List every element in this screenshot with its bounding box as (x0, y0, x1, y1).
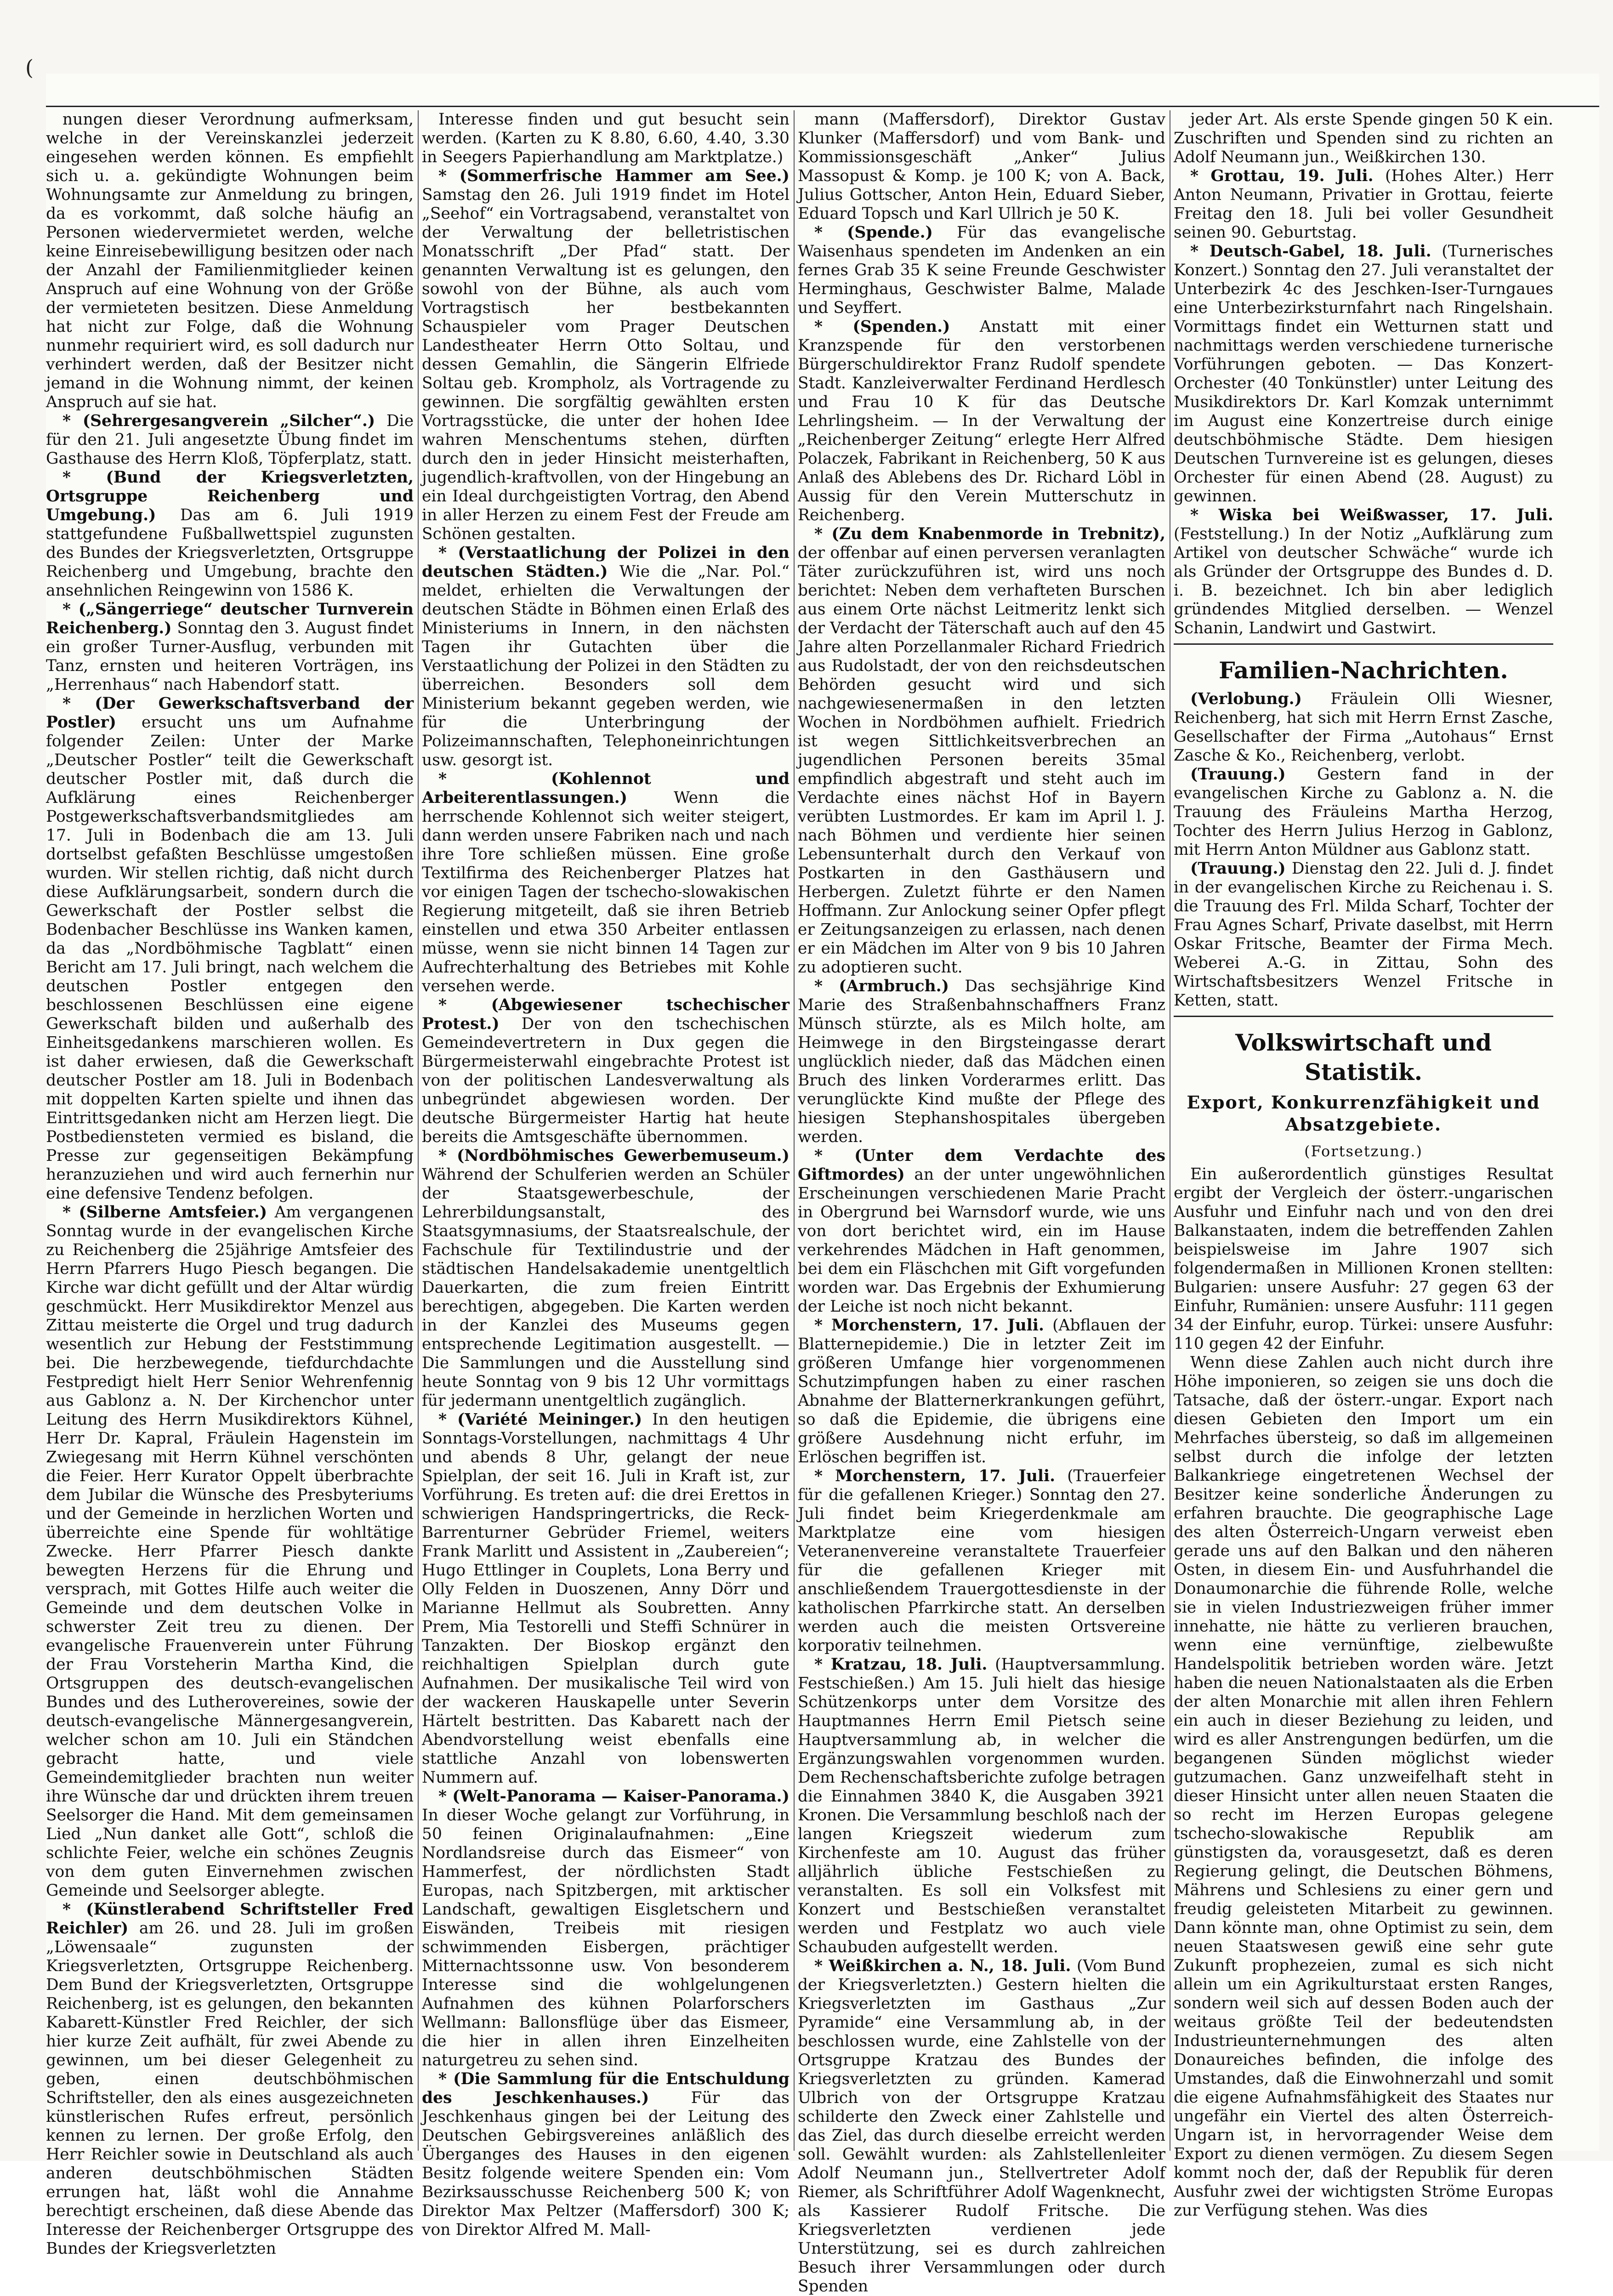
article-lead: * Grottau, 19. Juli. (1190, 167, 1374, 185)
article-text: Während der Schulferien werden an Schüler der Staatsgewerbeschule, der Lehrerbildungsanstalt, des Staatsgymnasiums, der Staatsrealschule, der Fachschule für Textilindustrie und der städtischen Handelsakademie unentgeltlich Dauerkarten, die zum freien Eintritt berechtigen, abgegeben. Die Karten werden in der Kanzlei des Museums gegen entsprechende Legitimation ausgestellt. — Die Sammlungen und die Ausstellung sind heute Sonntag von 9 bis 12 Uhr vormittags für jedermann unentgeltlich zugänglich. (422, 1165, 789, 1410)
article-lead: * Morchenstern, 17. Juli. (814, 1316, 1045, 1335)
article-lead: * (Spende.) (814, 223, 933, 242)
article-lead: * (Silberne Amtsfeier.) (62, 1203, 267, 1222)
article-paragraph (1174, 1165, 1553, 1353)
article-paragraph (422, 770, 789, 996)
article-paragraph (46, 1203, 414, 1900)
article-text: Der von den tschechischen Gemeindevertretern in Dux gegen die Bürgermeisterwahl eingebrachte Protest ist von der politischen Landesverwaltung als unbegründet abgewiesen worden. Der deutsche Bürgermeister Hartig hat heute bereits die Amtsgeschäfte übernommen. (422, 1015, 789, 1146)
article-lead: * (Künstlerabend Schriftsteller Fred Reichler) (46, 1900, 414, 1938)
article-text: In den heutigen Sonntags-Vorstellungen, nachmittags 4 Uhr und abends 8 Uhr, gelangt der neue Spielplan, der seit 16. Juli in Kraft ist, zur Vorführung. Es treten auf: die drei Erettos in schwierigen Handspringertricks, die Reck-Barrenturner Gebrüder Friemel, weiters Frank Marlitt und Assistent in „Zaubereien“; Hugo Ettlinger in Couplets, Lona Berry und Olly Felden in Duoszenen, Anny Dörr und Marianne Hellmut als Soubretten. Anny Prem, Mia Testorelli und Steffi Schnürer in Tanzakten. Der Bioskop ergänzt den reichhaltigen Spielplan durch gute Aufnahmen. Der musikalische Teil wird von der wackeren Hauskapelle unter Severin Härtelt bestritten. Das Kabarett nach der Abendvorstellung weist ebenfalls eine stattliche Anzahl von lobenswerten Nummern auf. (422, 1410, 789, 1787)
article-text: mann (Maffersdorf), Direktor Gustav Klunker (Maffersdorf) und vom Bank- und Kommissionsgeschäft „Anker“ Julius Massopust & Komp. je 100 K; von A. Back, Julius Gottscher, Anton Hein, Eduard Sieber, Eduard Topsch und Karl Ullrich je 50 K. (798, 110, 1165, 223)
article-paragraph (46, 412, 414, 468)
article-paragraph (1174, 167, 1553, 242)
article-text: jeder Art. Als erste Spende gingen 50 K ein. Zuschriften und Spenden sind zu richten an Adolf Neumann jun., Weißkirchen 130. (1174, 110, 1553, 166)
article-text: (Hohes Alter.) Herr Anton Neumann, Privatier in Grottau, feierte Freitag den 18. Juli bei voller Gesundheit seinen 90. Geburtstag. (1174, 167, 1554, 242)
column-divider-2 (794, 110, 795, 2151)
top-rule (46, 106, 1599, 107)
article-paragraph (422, 2070, 789, 2239)
article-text: (Abflauen der Blatternepidemie.) Die in letzter Zeit im größeren Umfange hier vorgenommenen Schutzimpfungen haben zu einer raschen Abnahme der Blatternerkrankungen geführt, so daß die Epidemie, die übrigens eine größere Ausdehnung nicht erfuhr, im Erlöschen begriffen ist. (798, 1316, 1165, 1466)
article-text: Wie die „Nar. Pol.“ meldet, erhielten die Verwaltungen der deutschen Städte in Böhmen einen Erlaß des Ministeriums in Innern, in den nächsten Tagen ihr Gutachten über die Verstaatlichung der Polizei in den Städten zu überreichen. Besonders soll dem Ministerium bekannt gegeben werden, wie für die Unterbringung der Polizeimannschaften, Telephoneinrichtungen usw. gesorgt ist. (422, 563, 789, 769)
article-paragraph (798, 318, 1165, 525)
article-paragraph (1174, 110, 1553, 167)
article-paragraph (422, 996, 789, 1147)
article-paragraph (798, 1655, 1165, 1957)
article-lead: * (Verstaatlichung der Polizei in den deutschen Städten.) (422, 544, 789, 581)
article-text: Ein außerordentlich günstiges Resultat ergibt der Vergleich der österr.-ungarischen Ausfuhr und Einfuhr nach und von den drei Balkanstaaten, indem die betreffenden Zahlen beispielsweise im Jahre 1907 sich folgendermaßen in Millionen Kronen stellten: Bulgarien: unsere Ausfuhr: 27 gegen 63 der Einfuhr, Rumänien: unsere Ausfuhr: 111 gegen 34 der Einfuhr, europ. Türkei: unsere Ausfuhr: 110 gegen 42 der Einfuhr. (1174, 1165, 1553, 1353)
article-paragraph (422, 167, 789, 544)
article-text: nungen dieser Verordnung aufmerksam, welche in der Vereinskanzlei jederzeit eingesehen werden können. Es empfiehlt sich u. a. gekündigte Wohnungen beim Wohnungsamte zur Anmeldung zu bringen, da es vorkommt, daß solche häufig an Personen wiedervermietet werden, welche keine Einreisebewilligung besitzen oder nach der Anzahl der Familienmitglieder keinen Anspruch auf eine Wohnung von der Größe der vermieteten besitzen. Diese Anmeldung hat nicht zur Folge, daß die Wohnung nunmehr requiriert wird, es soll dadurch nur verhindert werden, daß der Besitzer nicht jemand in die Wohnung nimmt, der keinen Anspruch auf sie hat. (46, 110, 414, 411)
article-text: In dieser Woche gelangt zur Vorführung, in 50 feinen Originalaufnahmen: „Eine Nordlandsreise durch das Eismeer“ von Hammerfest, der nördlichsten Stadt Europas, nach Spitzbergen, mit arktischer Landschaft, gewaltigen Eisgletschern und Eiswänden, Treibeis mit riesigen schwimmenden Eisbergen, prächtiger Mitternachtssonne usw. Von besonderem Interesse sind die wohlgelungenen Aufnahmen des kühnen Polarforschers Wellmann: Ballonsflüge über das Eismeer, die hier in allen ihren Einzelheiten naturgetreu zu sehen sind. (422, 1806, 789, 2069)
article-paragraph (798, 977, 1165, 1147)
article-paragraph (46, 694, 414, 1203)
article-paragraph (798, 525, 1165, 977)
article-paragraph (46, 110, 414, 412)
article-text: an der unter ungewöhnlichen Erscheinungen verschiedenen Marie Pracht in Obergrund bei Warnsdorf wurde, wie uns von dort berichtet wird, ein im Hause verkehrendes Mädchen in Haft genommen, bei dem ein Fläschchen mit Gift vorgefunden worden war. Das Ergebnis der Exhumierung der Leiche ist noch nicht bekannt. (798, 1165, 1165, 1316)
article-paragraph (1174, 765, 1553, 859)
article-paragraph (1174, 506, 1553, 638)
article-text: Dienstag den 22. Juli d. J. findet in der evangelischen Kirche zu Reichenau i. S. die Trauung des Frl. Milda Scharf, Tochter der Frau Agnes Scharf, Private daselbst, mit Herrn Oskar Fritsche, Beamter der Firma Mech. Weberei A.-G. in Zittau, Sohn des Wirtschaftsbesitzers Wenzel Fritsche in Ketten, statt. (1174, 859, 1553, 1010)
article-text: Für das Jeschkenhaus gingen bei der Leitung des Deutschen Gebirgsvereines anläßlich des Überganges des Hauses in den eigenen Besitz folgende weitere Spenden ein: Vom Bezirksausschusse Reichenberg 500 K; von Direktor Max Peltzer (Maffersdorf) 300 K; von Direktor Alfred M. Mall- (422, 2089, 789, 2239)
article-paragraph (798, 223, 1165, 318)
article-text: Wenn die herrschende Kohlennot sich weiter steigert, dann werden unsere Fabriken nach und nach ihre Tore schließen müssen. Eine große Textilfirma des Reichenberger Platzes hat vor einigen Tagen der tschecho-slowakischen Regierung mitgeteilt, daß sie ihren Betrieb einstellen und etwa 350 Arbeiter entlassen müsse, wenn sie nicht binnen 14 Tagen zur Aufrechterhaltung des Betriebes mit Kohle versehen werde. (422, 789, 789, 995)
article-paragraph (798, 1957, 1165, 2296)
article-text: Die für den 21. Juli angesetzte Übung findet im Gasthause des Herrn Kloß, Töpferplatz, statt. (46, 412, 414, 468)
article-text: Wenn diese Zahlen auch nicht durch ihre Höhe imponieren, so zeigen sie uns doch die Tatsache, daß der österr.-ungar. Export nach diesen Gebieten den Import um ein Mehrfaches übersteig, so daß im allgemeinen selbst durch die infolge der letzten Balkankriege eingetretenen Wechsel der Besitzer keine sonderliche Änderungen zu erfahren brauchte. Die geographische Lage des alten Österreich-Ungarn verweist eben gerade uns auf den Balkan und den näheren Osten, in diesem Ein- und Ausfuhrhandel die Donaumonarchie die führende Rolle, welche sie in vielen Industriezweigen früher immer innehatte, nie hätte zu verlieren brauchen, wenn eine vernünftige, zielbewußte Handelspolitik betrieben worden wäre. Jetzt haben die neuen Nationalstaaten als die Erben der alten Monarchie mit allen ihren Fehlern ein auch in dieser Beziehung zu leiden, und wird es aller Anstrengungen bedürfen, um die begangenen Sünden möglichst wieder gutzumachen. Ganz unzweifelhaft steht in dieser Hinsicht unter allen neuen Staaten die so recht im Herzen Europas gelegene tschecho-slowakische Republik am günstigsten da, vorausgesetzt, daß es deren Regierung gelingt, die Deutschen Böhmens, Mährens und Schlesiens zu einer gern und freudig geleisteten Mitarbeit zu gewinnen. Dann könnte man, ohne Optimist zu sein, dem neuen Staatswesen gewiß eine sehr gute Zukunft prophezeien, zumal es sich nicht allein um ein Agrikulturstaat ersten Ranges, sondern weil sich auf dessen Boden auch der weitaus größte Teil der bedeutendsten Industrieunternehmungen des alten Donaureiches befinden, die infolge des Umstandes, daß die Einwohnerzahl und somit die eigene Aufnahmsfähigkeit des Staates nur ungefähr ein Viertel des alten Österreich-Ungarn ist, in hervorragender Weise dem Export zu dienen vermögen. Zu diesem Segen kommt noch der, daß der Republik für deren Ausfuhr zwei der wichtigsten Ströme Europas zur Verfügung stehen. Was dies (1174, 1353, 1553, 2220)
corner-mark: ( (25, 55, 34, 80)
column-3 (798, 110, 1165, 2296)
article-text: (Feststellung.) In der Notiz „Aufklärung zum Artikel von deutscher Schwäche“ wurde ich als Gründer der Ortsgruppe des Bundes d. D. i. B. bezeichnet. Ich bin aber lediglich gründendes Mitglied derselben. — Wenzel Schanin, Landwirt und Gastwirt. (1174, 525, 1553, 637)
article-text: Samstag den 26. Juli 1919 findet im Hotel „Seehof“ ein Vortragsabend, veranstaltet von der Verwaltung der belletristischen Monatsschrift „Der Pfad“ statt. Der genannten Verwaltung ist es gelungen, den sowohl von der Bühne, als auch vom Vortragstisch her bestbekannten Schauspieler vom Prager Deutschen Landestheater Herrn Otto Soltau, und dessen Gemahlin, die Sängerin Elfriede Soltau geb. Krompholz, als Vortragende zu gewinnen. Die sorgfältig gewählten ersten Vortragsstücke, die unter der hohen Idee wahren Menschentums stehen, dürften durch den in jeder Hinsicht meisterhaften, jugendlich-kraftvollen, von der Hingebung an ein Ideal durchgeistigten Vortrag, den Abend in aller Herzen zu einem Fest der Freude am Schönen gestalten. (422, 186, 789, 543)
economy-heading: Volkswirtschaft und Statistik. (1235, 1029, 1492, 1085)
article-lead: * (Unter dem Verdachte des Giftmordes) (798, 1147, 1165, 1184)
article-lead: * (Kohlennot und Arbeiterentlassungen.) (422, 770, 789, 807)
article-lead: (Trauung.) (1190, 765, 1286, 784)
economy-subheading: Export, Konkurrenzfähigkeit und Absatzgebiete. (1187, 1092, 1540, 1135)
article-paragraph (46, 1900, 414, 2258)
article-text: Anstatt mit einer Kranzspende für den verstorbenen Bürgerschuldirektor Franz Rudolf spendete Stadt. Kanzleiverwalter Ferdinand Herdlesch und Frau 10 K für das Deutsche Lehrlingsheim. — In der Verwaltung der „Reichenberger Zeitung“ erlegte Herr Alfred Polaczek, Fabrikant in Reichenberg, 50 K aus Anlaß des Ablebens des Dr. Richard Löbl in Aussig für den Verein Mutterschutz in Reichenberg. (798, 318, 1165, 524)
article-paragraph (1174, 859, 1553, 1010)
article-text: Gestern fand in der evangelischen Kirche zu Gablonz a. N. die Trauung des Fräuleins Martha Herzog, Tochter des Herrn Julius Herzog in Gablonz, mit Herrn Anton Müldner aus Gablonz statt. (1174, 765, 1553, 859)
article-paragraph (1174, 242, 1553, 506)
article-paragraph (46, 600, 414, 694)
article-lead: * Kratzau, 18. Juli. (814, 1655, 988, 1674)
column-4 (1174, 110, 1553, 2220)
article-text: (Hauptversammlung. Festschießen.) Am 15. Juli hielt das hiesige Schützenkorps unter dem Vorsitze des Hauptmannes Herrn Emil Pietsch seine Hauptversammlung ab, in welcher die Ergänzungswahlen vorgenommen wurden. Dem Rechenschaftsberichte zufolge betragen die Einnahmen 3840 K, die Ausgaben 3921 Kronen. Die Versammlung beschloß nach der langen Kriegszeit wiederum zum Kirchenfeste am 10. August das früher alljährlich übliche Festschießen zu veranstalten. Es soll ein Volksfest mit Konzert und Bestschießen veranstaltet werden und Festplatz wo auch viele Schaubuden aufgestellt werden. (798, 1655, 1165, 1956)
column-1 (46, 110, 414, 2258)
article-text: Interesse finden und gut besucht sein werden. (Karten zu K 8.80, 6.60, 4.40, 3.30 in Seegers Papierhandlung am Marktplatze.) (422, 110, 789, 166)
article-lead: * Morchenstern, 17. Juli. (814, 1467, 1056, 1485)
article-text: der offenbar auf einen perversen veranlagten Täter zurückzuführen ist, wird uns noch berichtet: Neben dem verhafteten Burschen aus einem Orte nächst Leitmeritz lenkt sich der Verdacht der Täterschaft auch auf den 45 Jahre alten Porzellanmaler Richard Friedrich aus Rudolstadt, der von den reichsdeutschen Behörden gesucht wird und sich nachgewiesenermaßen in den letzten Wochen in Nordböhmen aufhielt. Friedrich ist wegen Sittlichkeitsverbrechen an jugendlichen Personen bereits 35mal empfindlich abgestraft und steht auch im Verdachte eines nächst Hof in Bayern verübten Lustmordes. Er kam im April l. J. nach Böhmen und verdiente hier seinen Lebensunterhalt durch den Verkauf von Postkarten in den Gasthäusern und Herbergen. Zuletzt führte er den Namen Hoffmann. Zur Anlockung seiner Opfer pflegt er Zeitungsanzeigen zu erlassen, nach denen er ein Mädchen im Alter von 9 bis 10 Jahren zu adoptieren sucht. (798, 544, 1165, 977)
article-paragraph (1174, 1353, 1553, 2220)
article-text: Sonntag den 3. August findet ein großer Turner-Ausflug, verbunden mit Tanz, ernsten und heiteren Vorträgen, ins „Herrenhaus“ nach Habendorf statt. (46, 619, 414, 694)
article-text: Das sechsjährige Kind Marie des Straßenbahnschaffners Franz Münsch stürzte, als es Milch holte, am Heimwege in den Birgsteingasse derart unglücklich nieder, daß das Mädchen einen Bruch des linken Vorderarmes erlitt. Das verunglückte Kind mußte der Pflege des hiesigen Stephanshospitales übergeben werden. (798, 977, 1165, 1146)
article-text: (Trauerfeier für die gefallenen Krieger.) Sonntag den 27. Juli findet beim Kriegerdenkmale am Marktplatze eine vom hiesigen Veteranenvereine veranstaltete Trauerfeier für die gefallenen Krieger mit anschließendem Trauergottesdienste in der katholischen Pfarrkirche statt. An derselben werden auch die meisten Ortsvereine korporativ teilnehmen. (798, 1467, 1165, 1655)
article-paragraph (422, 1787, 789, 2070)
article-lead: * Weißkirchen a. N., 18. Juli. (814, 1957, 1071, 1975)
article-lead: * (Nordböhmisches Gewerbemuseum.) (438, 1147, 789, 1165)
article-lead: * (Armbruch.) (814, 977, 949, 995)
section-rule (1174, 643, 1553, 645)
article-lead: * Wiska bei Weißwasser, 17. Juli. (1190, 506, 1553, 524)
article-paragraph (422, 544, 789, 770)
article-lead: (Verlobung.) (1190, 690, 1302, 708)
article-paragraph (798, 1147, 1165, 1316)
article-text: (Turnerisches Konzert.) Sonntag den 27. Juli veranstaltet der Unterbezirk 4c des Jeschken-Iser-Turngaues eine Unterbezirksturnfahrt nach Ringelshain. Vormittags findet ein Wetturnen statt und nachmittags werden verschiedene turnerische Vorführungen geboten. — Das Konzert-Orchester (40 Tonkünstler) unter Leitung des Musikdirektors Dr. Karl Komzak unternimmt im August eine Konzertreise durch einige deutschböhmische Städte. Dem hiesigen Deutschen Turnvereine ist es gelungen, dieses Orchester für einen Abend (28. August) zu gewinnen. (1174, 242, 1554, 506)
article-lead: * („Sängerriege“ deutscher Turnverein Reichenberg.) (46, 600, 414, 637)
article-paragraph (1174, 690, 1553, 765)
article-paragraph (422, 1147, 789, 1410)
article-lead: * (Welt-Panorama — Kaiser-Panorama.) (438, 1787, 789, 1806)
article-text: ersucht uns um Aufnahme folgender Zeilen: Unter der Marke „Deutscher Postler“ teilt die Gewerkschaft deutscher Postler mit, daß durch die Aufklärung eines Reichenberger Postgewerkschaftsverbandsmitgliedes am 17. Juli in Bodenbach die am 13. Juli dortselbst gefaßten Beschlüsse umgestoßen wurden. Wir stellen richtig, daß nicht durch diese Aufklärungsarbeit, sondern durch die Gewerkschaft der Postler selbst die Bodenbacher Beschlüsse ins Wanken kamen, da das „Nordböhmische Tagblatt“ einen Bericht am 17. Juli bringt, nach welchem die deutschen Postler entgegen den beschlossenen Beschlüssen eine eigene Gewerkschaft bilden und außerhalb des Einheitsgedankens marschieren wollen. Es ist daher erwiesen, daß die Gewerkschaft deutscher Postler am 18. Juli in Bodenbach mit doppelten Karten spielte und ihnen das Eintrittsgedanken nicht am Herzen liegt. Die Postbediensteten vermied es bisland, die Presse zur gegenseitigen Bekämpfung heranzuziehen und wird auch fernerhin nur eine defensive Tendenz befolgen. (46, 713, 414, 1203)
article-lead: * (Bund der Kriegsverletzten, Ortsgruppe Reichenberg und Umgebung.) (46, 468, 414, 524)
article-paragraph (46, 468, 414, 600)
article-paragraph (798, 1467, 1165, 1655)
article-text: Das am 6. Juli 1919 stattgefundene Fußballwettspiel zugunsten des Bundes der Kriegsverletzten, Ortsgruppe Reichenberg und Umgebung, brachte den ansehnlichen Reingewinn von 1586 K. (46, 506, 414, 600)
article-lead: * Deutsch-Gabel, 18. Juli. (1190, 242, 1431, 261)
article-paragraph (798, 110, 1165, 223)
article-lead: * (Sehrergesangverein „Silcher“.) (62, 412, 375, 430)
article-lead: * (Der Gewerkschaftsverband der Postler) (46, 694, 414, 732)
column-divider-1 (418, 110, 419, 2151)
economy-continued: (Fortsetzung.) (1304, 1142, 1423, 1160)
family-news-heading: Familien-Nachrichten. (1219, 657, 1508, 684)
article-lead: * (Zu dem Knabenmorde in Trebnitz), (814, 525, 1165, 543)
article-text: Am vergangenen Sonntag wurde in der evangelischen Kirche zu Reichenberg die 25jährige Amtsfeier des Herrn Pfarrers Hugo Piesch begangen. Die Kirche war dicht gefüllt und der Altar würdig geschmückt. Herr Musikdirektor Menzel aus Zittau meisterte die Orgel und trug dadurch wesentlich zur Hebung der Feststimmung bei. Die herzbewegende, tiefdurchdachte Festpredigt hielt Herr Senior Wehrenfennig aus Gablonz a. N. Der Kirchenchor unter Leitung des Herrn Musikdirektors Kühnel, Herr Dr. Kapral, Fräulein Hagenstein im Zwiegesang mit Herrn Kühnel verschönten die Feier. Herr Kurator Oppelt überbrachte dem Jubilar die Wünsche des Presbyteriums und der Gemeinde in herzlichen Worten und überreichte eine Spende für wohltätige Zwecke. Herr Pfarrer Piesch dankte bewegten Herzens für die Ehrung und versprach, mit Gottes Hilfe auch weiter die Gemeinde und dem deutschen Volke in schwerster Zeit treu zu dienen. Der evangelische Frauenverein unter Führung der Frau Vorsteherin Martha Kind, die Ortsgruppen des deutsch-evangelischen Bundes und des Lutherovereines, sowie der deutsch-evangelische Männergesangverein, welcher schon am 10. Juli ein Ständchen gebracht hatte, und viele Gemeindemitglieder brachten nun weiter ihre Wünsche dar und drückten ihrem treuen Seelsorger die Hand. Mit dem gemeinsamen Lied „Nun danket alle Gott“, schloß die schlichte Feier, welche ein schönes Zeugnis von dem guten Einvernehmen zwischen Gemeinde und Seelsorger ablegte. (46, 1203, 414, 1900)
section-rule (1174, 1016, 1553, 1017)
column-2 (422, 110, 789, 2239)
article-lead: * (Variété Meininger.) (438, 1410, 642, 1429)
article-text: am 26. und 28. Juli im großen „Löwensaale“ zugunsten der Kriegsverletzten, Ortsgruppe Reichenberg. Dem Bund der Kriegsverletzten, Ortsgruppe Reichenberg, ist es gelungen, den bekannten Kabarett-Künstler Fred Reichler, der sich hier kurze Zeit aufhält, für zwei Abende zu gewinnen, um bei dieser Gelegenheit zu geben, einen deutschböhmischen Schriftsteller, den als eines ausgezeichneten künstlerischen Rufes erfreut, persönlich kennen zu lernen. Der große Erfolg, den Herr Reichler sowie in Deutschland als auch anderen deutschböhmischen Städten errungen hat, läßt wohl die Annahme berechtigt erscheinen, daß diese Abende das Interesse der Reichenberger Ortsgruppe des Bundes der Kriegsverletzten (46, 1919, 414, 2258)
article-lead: (Trauung.) (1190, 859, 1286, 878)
article-text: Fräulein Olli Wiesner, Reichenberg, hat sich mit Herrn Ernst Zasche, Gesellschafter der Firma „Autohaus“ Ernst Zasche & Ko., Reichenberg, verlobt. (1174, 690, 1553, 765)
article-lead: * (Die Sammlung für die Entschuldung des Jeschkenhauses.) (422, 2070, 789, 2107)
article-lead: * (Abgewiesener tschechischer Protest.) (422, 996, 789, 1033)
article-text: (Vom Bund der Kriegsverletzten.) Gestern hielten die Kriegsverletzten im Gasthaus „Zur Pyramide“ eine Versammlung ab, in der beschlossen wurde, eine Zahlstelle von der Ortsgruppe Kratzau des Bundes der Kriegsverletzten zu gründen. Kamerad Ulbrich von der Ortsgruppe Kratzau schilderte den Zweck einer Zahlstelle und das Ziel, das durch dieselbe erreicht werden soll. Gewählt wurden: als Zahlstellenleiter Adolf Neumann jun., Stellvertreter Adolf Riemer, als Schriftführer Adolf Wagenknecht, als Kassierer Rudolf Fritsche. Die Kriegsverletzten verdienen jede Unterstützung, sei es durch zahlreichen Besuch ihrer Versammlungen oder durch Spenden (798, 1957, 1165, 2296)
article-paragraph (798, 1316, 1165, 1467)
article-paragraph (422, 110, 789, 167)
article-paragraph (422, 1410, 789, 1787)
article-lead: * (Spenden.) (814, 318, 950, 336)
article-text: Für das evangelische Waisenhaus spendeten im Andenken an ein fernes Grab 35 K seine Freunde Geschwister Herminghaus, Geschwister Balme, Malade und Seyffert. (798, 223, 1165, 317)
article-lead: * (Sommerfrische Hammer am See.) (438, 167, 789, 185)
